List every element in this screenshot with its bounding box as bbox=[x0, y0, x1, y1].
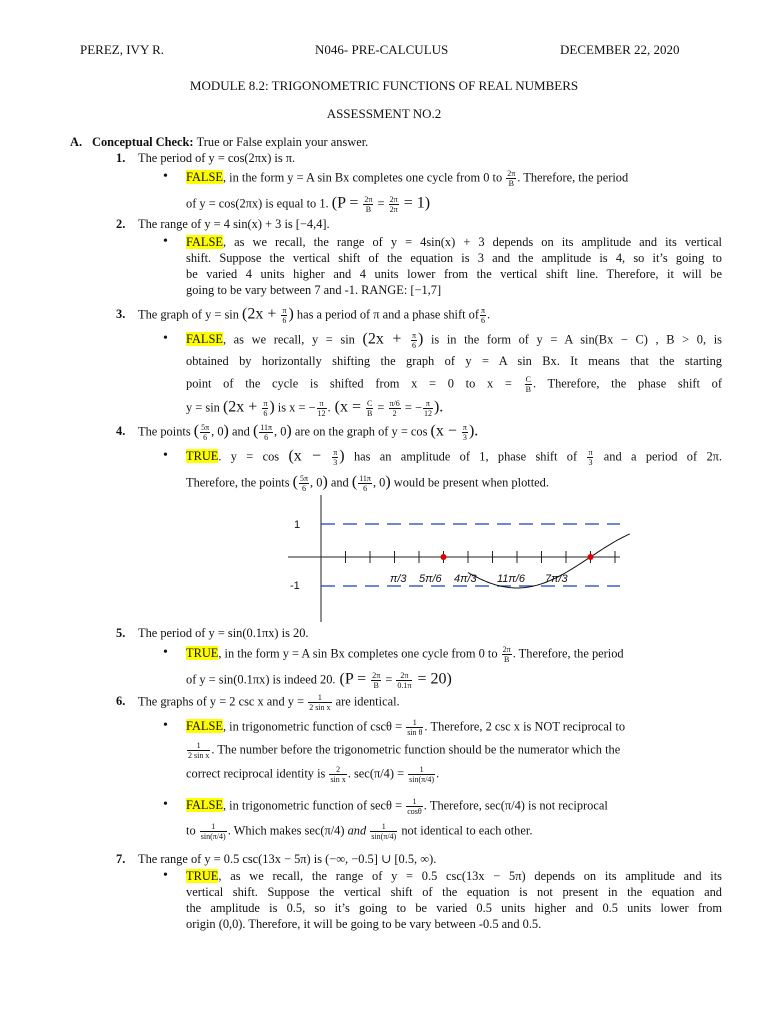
bullet-icon: • bbox=[163, 868, 168, 883]
document-header bbox=[0, 42, 768, 60]
question-2: 2. The range of y = 4 sin(x) + 3 is [−4,4]. bbox=[116, 217, 330, 231]
false-label: FALSE bbox=[186, 235, 223, 249]
bullet-icon: • bbox=[163, 645, 168, 660]
answer-1: FALSE, in the form y = A sin Bx completes one cycle from 0 to $\frac{2\pi}{B}$ . Therefore, the period of y = cos(2πx) is equal to 1. (P = $\frac{2\pi}{B}$ = $\frac{2\pi}{2\pi}$ = 1) bbox=[186, 169, 629, 214]
question-7: 7. The range of y = 0.5 csc(13x − 5π) is (−∞, −0.5] ∪ [0.5, ∞). bbox=[116, 852, 437, 866]
module-title: MODULE 8.2: TRIGONOMETRIC FUNCTIONS OF REAL NUMBERS bbox=[189, 78, 579, 93]
answer-6b: FALSE, in trigonometric function of secθ = $\frac{1}{\cos\theta}$ . Therefore, sec(π/4) is not reciprocal to $\frac{1}{\sin(\pi/4)}$ . Which makes sec(π/4) and $\frac{1}{\sin(\pi/4)}$ not identical to each other. bbox=[186, 797, 608, 841]
bullet-icon: • bbox=[163, 718, 168, 733]
x-label-4pi-3: 4π/3 bbox=[454, 573, 477, 585]
y-label-minus-1: -1 bbox=[290, 580, 300, 592]
course-code: N046- PRE-CALCULUS bbox=[315, 42, 449, 57]
answer-3: FALSE, as we recall, y = sin (2x + $\frac{\pi}{6}$ ) is in the form of y = A sin(Bx − C) , B > 0, is obtained by horizontally shifting the graph of y = A sin Bx. It means that the starting point of the cycle is shifted from x = 0 to x = $\frac{C}{B}$ . Therefore, the phase shift of y = sin (2x + $\frac{\pi}{6}$ ) is x = − $\frac{\pi}{12}$ . (x = $\frac{C}{B}$ = $\frac{\pi/6}{2}$ = − $\frac{\pi}{12}$ ). bbox=[186, 330, 722, 418]
x-label-7pi-3: 7π/3 bbox=[545, 573, 568, 585]
question-3: 3. The graph of y = sin (2x + $\frac{\pi}{6}$ ) has a period of π and a phase shift of $\frac{\pi}{6}$ . bbox=[116, 305, 491, 325]
question-4: 4. The points ( $\frac{5\pi}{6}$ , 0) and ( $\frac{11\pi}{6}$ , 0) are on the graph of y = cos (x − $\frac{\pi}{3}$ ). bbox=[116, 422, 479, 442]
answer-5: TRUE, in the form y = A sin Bx completes one cycle from 0 to $\frac{2\pi}{B}$ . Therefore, the period of y = sin(0.1πx) is indeed 20. (P = $\frac{2\pi}{B}$ = $\frac{2\pi}{0.1\pi}$ = 20) bbox=[186, 645, 624, 690]
false-label: FALSE bbox=[186, 170, 223, 185]
answer-4: TRUE. y = cos (x − $\frac{\pi}{3}$ ) has an amplitude of 1, phase shift of $\frac{\pi}{3}$ and a period of 2π. Therefore, the points ( $\frac{5\pi}{6}$ , 0) and ( $\frac{11\pi}{6}$ , 0) would be present when plotted. bbox=[186, 447, 722, 493]
answer-7: TRUE, as we recall, the range of y = 0.5 csc(13x − 5π) depends on its amplitude and its vertical shift. Suppose the vertical shift of the equation is not present in the equation and the amplitude is 0.5, so it’s going to be varied 0.5 units higher and 0.5 units lower from origin (0,0). Therefore, it will be going to be vary between -0.5 and 0.5. bbox=[186, 869, 722, 931]
document-date: DECEMBER 22, 2020 bbox=[560, 42, 680, 57]
x-label-5pi-6: 5π/6 bbox=[419, 573, 442, 585]
question-1: 1. The period of y = cos(2πx) is π. bbox=[116, 151, 296, 165]
cosine-graph bbox=[280, 495, 640, 625]
section-heading: A. Conceptual Check: True or False explain your answer. bbox=[70, 135, 369, 149]
true-label: TRUE bbox=[186, 869, 219, 883]
bullet-icon: • bbox=[163, 331, 168, 346]
false-label: FALSE bbox=[186, 332, 223, 347]
question-6: 6. The graphs of y = 2 csc x and y = $\frac{1}{\text{2 sin x}}$ are identical. bbox=[116, 693, 400, 712]
x-label-pi-3: π/3 bbox=[390, 573, 407, 585]
bullet-icon: • bbox=[163, 448, 168, 463]
bullet-icon: • bbox=[163, 234, 168, 249]
bullet-icon: • bbox=[163, 169, 168, 184]
zero-point-5pi-6 bbox=[441, 554, 447, 560]
true-label: TRUE bbox=[186, 646, 219, 661]
student-name: PEREZ, IVY R. bbox=[80, 42, 165, 57]
y-label-1: 1 bbox=[294, 519, 301, 531]
answer-2: FALSE, as we recall, the range of y = 4sin(x) + 3 depends on its amplitude and its vertical shift. Suppose the vertical shift of the equation is 3 and the amplitude is 4, so it’s going to be varied 4 units higher and 4 units lower from the vertical shift line. Therefore, it will be going to be vary between 7 and -1. RANGE: [−1,7] bbox=[186, 235, 722, 297]
bullet-icon: • bbox=[163, 797, 168, 812]
question-5: 5. The period of y = sin(0.1πx) is 20. bbox=[116, 626, 309, 640]
answer-6a: FALSE, in trigonometric function of cscθ = $\frac{1}{\text{sin θ}}$ . Therefore, 2 csc x is NOT reciprocal to $\frac{1}{\text{2 sin x}}$ . The number before the trigonometric function should be the numerator which the correct reciprocal identity is $\frac{2}{\text{sin x}}$ . sec(π/4) = $\frac{1}{\sin(\pi/4)}$ . bbox=[186, 718, 626, 784]
assessment-title: ASSESSMENT NO.2 bbox=[326, 106, 442, 121]
false-label: FALSE bbox=[186, 798, 223, 813]
x-label-11pi-6: 11π/6 bbox=[497, 573, 525, 585]
true-label: TRUE bbox=[186, 449, 219, 464]
false-label: FALSE bbox=[186, 719, 223, 734]
zero-point-11pi-6 bbox=[588, 554, 594, 560]
